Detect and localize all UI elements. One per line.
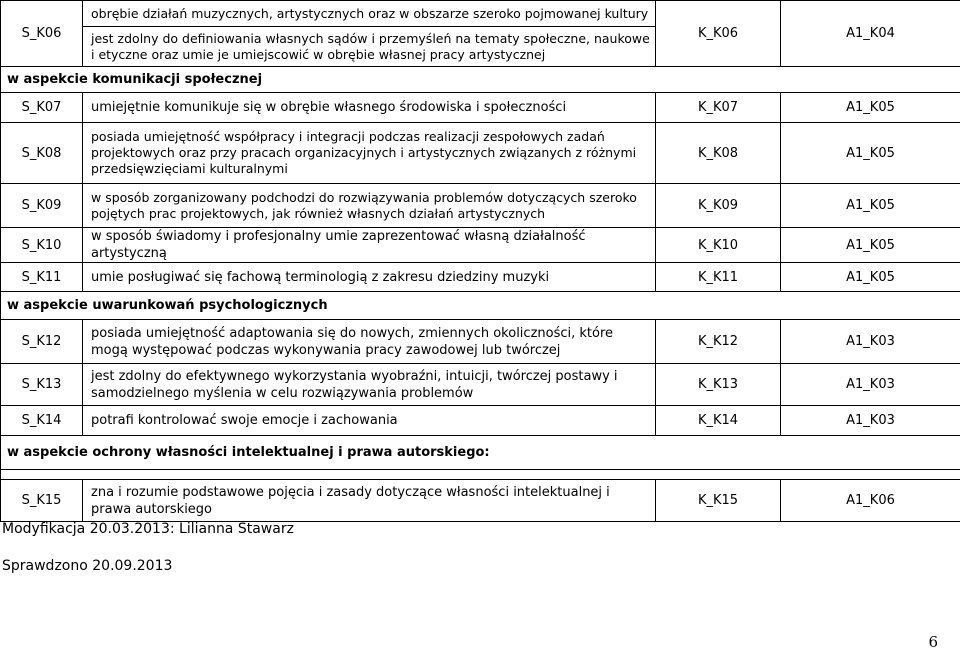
table-row — [1, 93, 960, 123]
field-outcome-code: K_K12 — [656, 320, 781, 364]
outcome-description: posiada umiejętność współpracy i integracji podczas realizacji zespołowych zadań projektowych oraz przy pracach organizacyjnych i artystycznych związanych z różnymi przedsięwzięciami kulturalnymi — [83, 123, 656, 184]
area-outcome-code: A1_K03 — [781, 320, 960, 364]
field-outcome-code: K_K08 — [656, 123, 781, 184]
field-outcome-code: K_K14 — [656, 406, 781, 436]
outcome-description: umie posługiwać się fachową terminologią z zakresu dziedziny muzyki — [83, 263, 656, 292]
area-outcome-code: A1_K06 — [781, 480, 960, 522]
spacer-row — [1, 470, 960, 480]
outcome-description: potrafi kontrolować swoje emocje i zachowania — [83, 406, 656, 436]
outcome-code: S_K12 — [1, 320, 83, 364]
table-row — [1, 480, 960, 522]
outcome-description: w sposób świadomy i profesjonalny umie zaprezentować własną działalność artystyczną — [83, 228, 656, 263]
area-outcome-code: A1_K04 — [781, 1, 960, 67]
field-outcome-code: K_K09 — [656, 184, 781, 228]
outcome-code: S_K06 — [1, 1, 83, 67]
outcome-code: S_K07 — [1, 93, 83, 123]
outcome-code: S_K13 — [1, 364, 83, 406]
area-outcome-code: A1_K05 — [781, 93, 960, 123]
outcome-description: w sposób zorganizowany podchodzi do rozwiązywania problemów dotyczących szeroko pojętych prac projektowych, jak również własnych działań artystycznych — [83, 184, 656, 228]
area-outcome-code: A1_K05 — [781, 123, 960, 184]
section-heading: w aspekcie ochrony własności intelektualnej i prawa autorskiego: — [1, 436, 960, 470]
field-outcome-code: K_K07 — [656, 93, 781, 123]
outcome-description: zna i rozumie podstawowe pojęcia i zasady dotyczące własności intelektualnej i prawa autorskiego — [83, 480, 656, 522]
outcome-description: jest zdolny do definiowania własnych sądów i przemyśleń na tematy społeczne, naukowe i etyczne oraz umie je umiejscowić w obrębie własnej pracy artystycznej — [83, 27, 656, 67]
outcome-description: umiejętnie komunikuje się w obrębie własnego środowiska i społeczności — [83, 93, 656, 123]
table-row — [1, 263, 960, 292]
section-heading: w aspekcie komunikacji społecznej — [1, 67, 960, 93]
outcome-description: jest zdolny do efektywnego wykorzystania wyobraźni, intuicji, twórczej postawy i samodzielnego myślenia w celu rozwiązywania problemów — [83, 364, 656, 406]
area-outcome-code: A1_K05 — [781, 263, 960, 292]
checked-note: Sprawdzono 20.09.2013 — [2, 558, 172, 574]
field-outcome-code: K_K11 — [656, 263, 781, 292]
page-number: 6 — [928, 633, 938, 651]
table-row — [1, 123, 960, 184]
modification-note: Modyfikacja 20.03.2013: Lilianna Stawarz — [2, 521, 294, 537]
outcome-description: posiada umiejętność adaptowania się do nowych, zmiennych okoliczności, które mogą występować podczas wykonywania pracy zawodowej lub twórczej — [83, 320, 656, 364]
area-outcome-code: A1_K03 — [781, 406, 960, 436]
table-row — [1, 184, 960, 228]
spacer-cell — [1, 470, 960, 480]
section-row — [1, 436, 960, 470]
table-row — [1, 320, 960, 364]
section-row — [1, 292, 960, 320]
table-row — [1, 406, 960, 436]
outcome-code: S_K08 — [1, 123, 83, 184]
field-outcome-code: K_K15 — [656, 480, 781, 522]
field-outcome-code: K_K13 — [656, 364, 781, 406]
outcome-description: obrębie działań muzycznych, artystycznych oraz w obszarze szeroko pojmowanej kultury — [83, 1, 656, 27]
outcome-code: S_K15 — [1, 480, 83, 522]
area-outcome-code: A1_K05 — [781, 228, 960, 263]
outcome-code: S_K09 — [1, 184, 83, 228]
table-row — [1, 1, 960, 27]
section-row — [1, 67, 960, 93]
area-outcome-code: A1_K03 — [781, 364, 960, 406]
table-row — [1, 228, 960, 263]
field-outcome-code: K_K10 — [656, 228, 781, 263]
table-row — [1, 364, 960, 406]
field-outcome-code: K_K06 — [656, 1, 781, 67]
outcome-code: S_K10 — [1, 228, 83, 263]
section-heading: w aspekcie uwarunkowań psychologicznych — [1, 292, 960, 320]
area-outcome-code: A1_K05 — [781, 184, 960, 228]
outcome-code: S_K11 — [1, 263, 83, 292]
outcome-code: S_K14 — [1, 406, 83, 436]
